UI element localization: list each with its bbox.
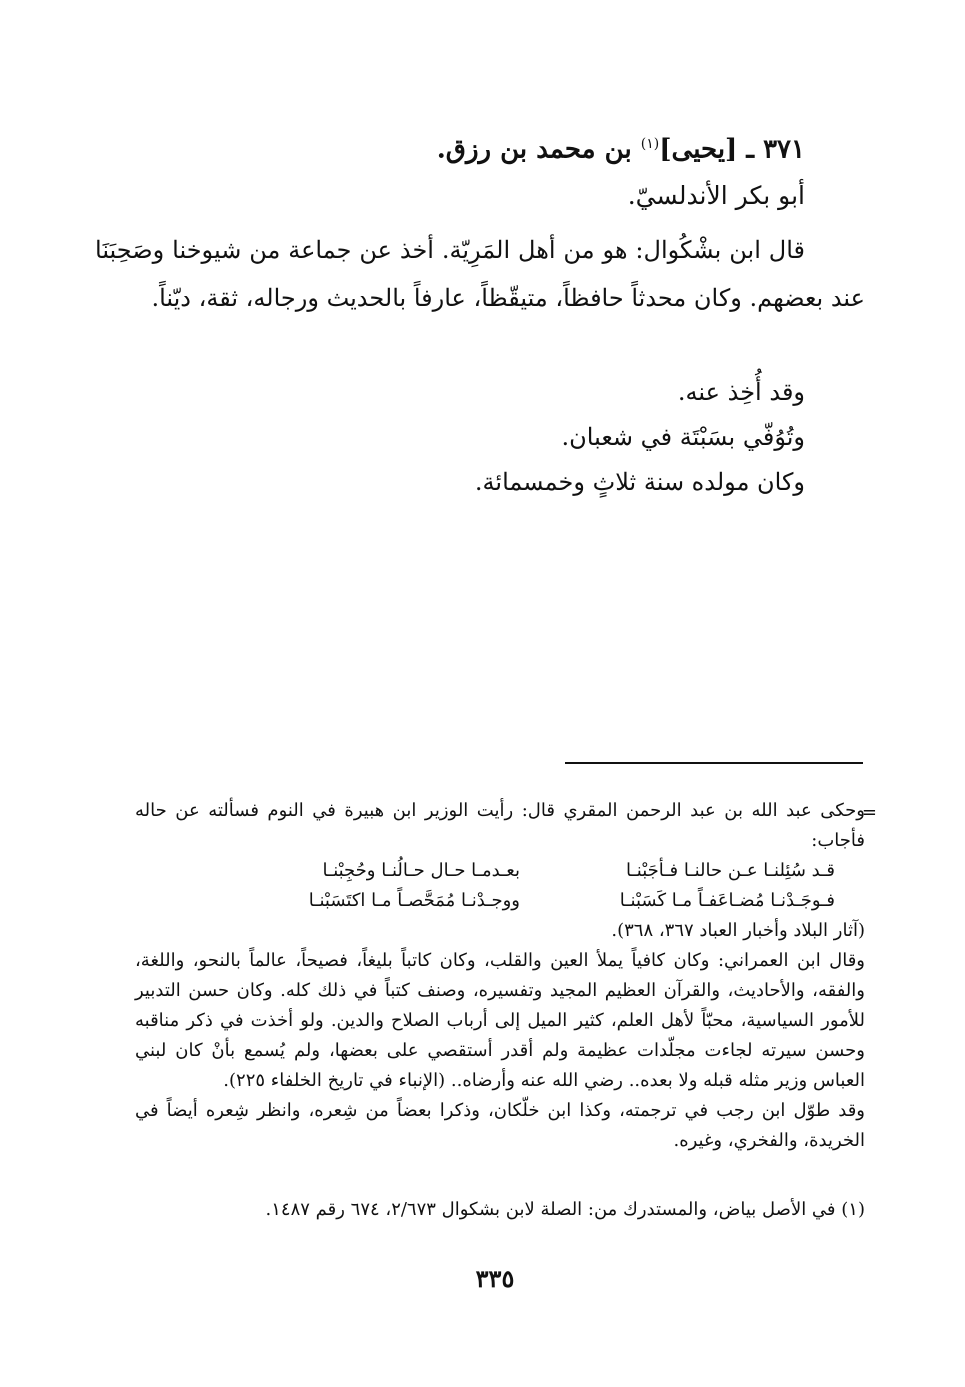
- footnote-paragraph-3: وقد طوّل ابن رجب في ترجمته، وكذا ابن خلّكان، وذكرا بعضاً من شِعره، وانظر شِعره أيضاً في الخريدة، والفخري، وغيره.: [135, 1100, 865, 1151]
- poem-verse-2-first: فـوجَـدْنـا مُضـاعَفـاً مـا كَسَبْنـا: [619, 890, 835, 911]
- entry-number-name: ٣٧١ ـ [يحيى]: [659, 134, 805, 165]
- entry-line-birth: وكان مولده سنة ثلاثٍ وخمسمائة.: [474, 468, 805, 496]
- continuation-marker: =: [861, 802, 877, 823]
- footnote-separator: [565, 762, 863, 764]
- entry-line-taken: وقد أُخِذ عنه.: [677, 378, 805, 406]
- entry-line-death: وتُوُفّي بسَبْتَة في شعبان.: [561, 423, 805, 451]
- entry-heading: [437, 124, 805, 170]
- footnote-1: (١) في الأصل بياض، والمستدرك من: الصلة لابن بشكوال ٢/٦٧٣، ٦٧٤ رقم ١٤٨٧.: [265, 1199, 865, 1220]
- poem-verse-1-second: بعـدمـا حـال حـالُنـا وحُجِبْنـا: [322, 860, 520, 881]
- entry-paragraph: قال ابن بشْكُوال: هو من أهل المَرِيّة. أخذ عن جماعة من شيوخنا وصَحِبَنَا عند بعضهم. وكان محدثاً حافظاً، متيقّظاً، عارفاً بالحديث ورجاله، ثقة، ديّناً.: [95, 236, 865, 312]
- entry-short-lines: [475, 370, 805, 505]
- footnotes-block: [135, 796, 865, 1156]
- poem: [135, 856, 865, 916]
- footnote-intro: وحكى عبد الله بن عبد الرحمن المقري قال: رأيت الوزير ابن هبيرة في النوم فسألته عن حاله فأجاب:: [135, 800, 865, 851]
- page-number: ٣٣٥: [475, 1264, 515, 1293]
- poem-verse-1-first: قـد سُئِلنـا عـن حالنـا فـأجَبْنـا: [626, 860, 835, 881]
- entry-name-rest: بن محمد بن رزق.: [436, 134, 641, 165]
- entry-kunya: أبو بكر الأندلسيّ.: [627, 181, 805, 210]
- footnote-reference[interactable]: (١): [640, 136, 660, 152]
- footnote-paragraph-2: وقال ابن العمراني: وكان كافياً يملأ العين والقلب، وكان كاتباً بليغاً، فصيحاً، عالماً بالنحو، واللغة، والفقه، والأحاديث، والقرآن العظيم المجيد وتفسيره، وصنف كتباً في ذلك كله. وكان حسن التدبير للأمور السياسية، محبّاً لأهل العلم، كثير الميل إلى أرباب الصلاح والدين. ولو أخذت في ذكر مناقبه وحسن سيرته لجاءت مجلّدات عظيمة ولم أقدر أستقصي على بعضها، ولم يُسمع بأنْ كان لبني العباس وزير مثله قبله ولا بعده.. رضي الله عنه وأرضاه.. (الإنباء في تاريخ الخلفاء ٢٢٥).: [135, 950, 865, 1091]
- footnote-source-1: (آثار البلاد وأخبار العباد ٣٦٧، ٣٦٨).: [611, 920, 865, 941]
- poem-verse-2-second: ووجـدْنـا مُمَحَّصـاً مـا اكتَسَبْنـا: [308, 890, 520, 911]
